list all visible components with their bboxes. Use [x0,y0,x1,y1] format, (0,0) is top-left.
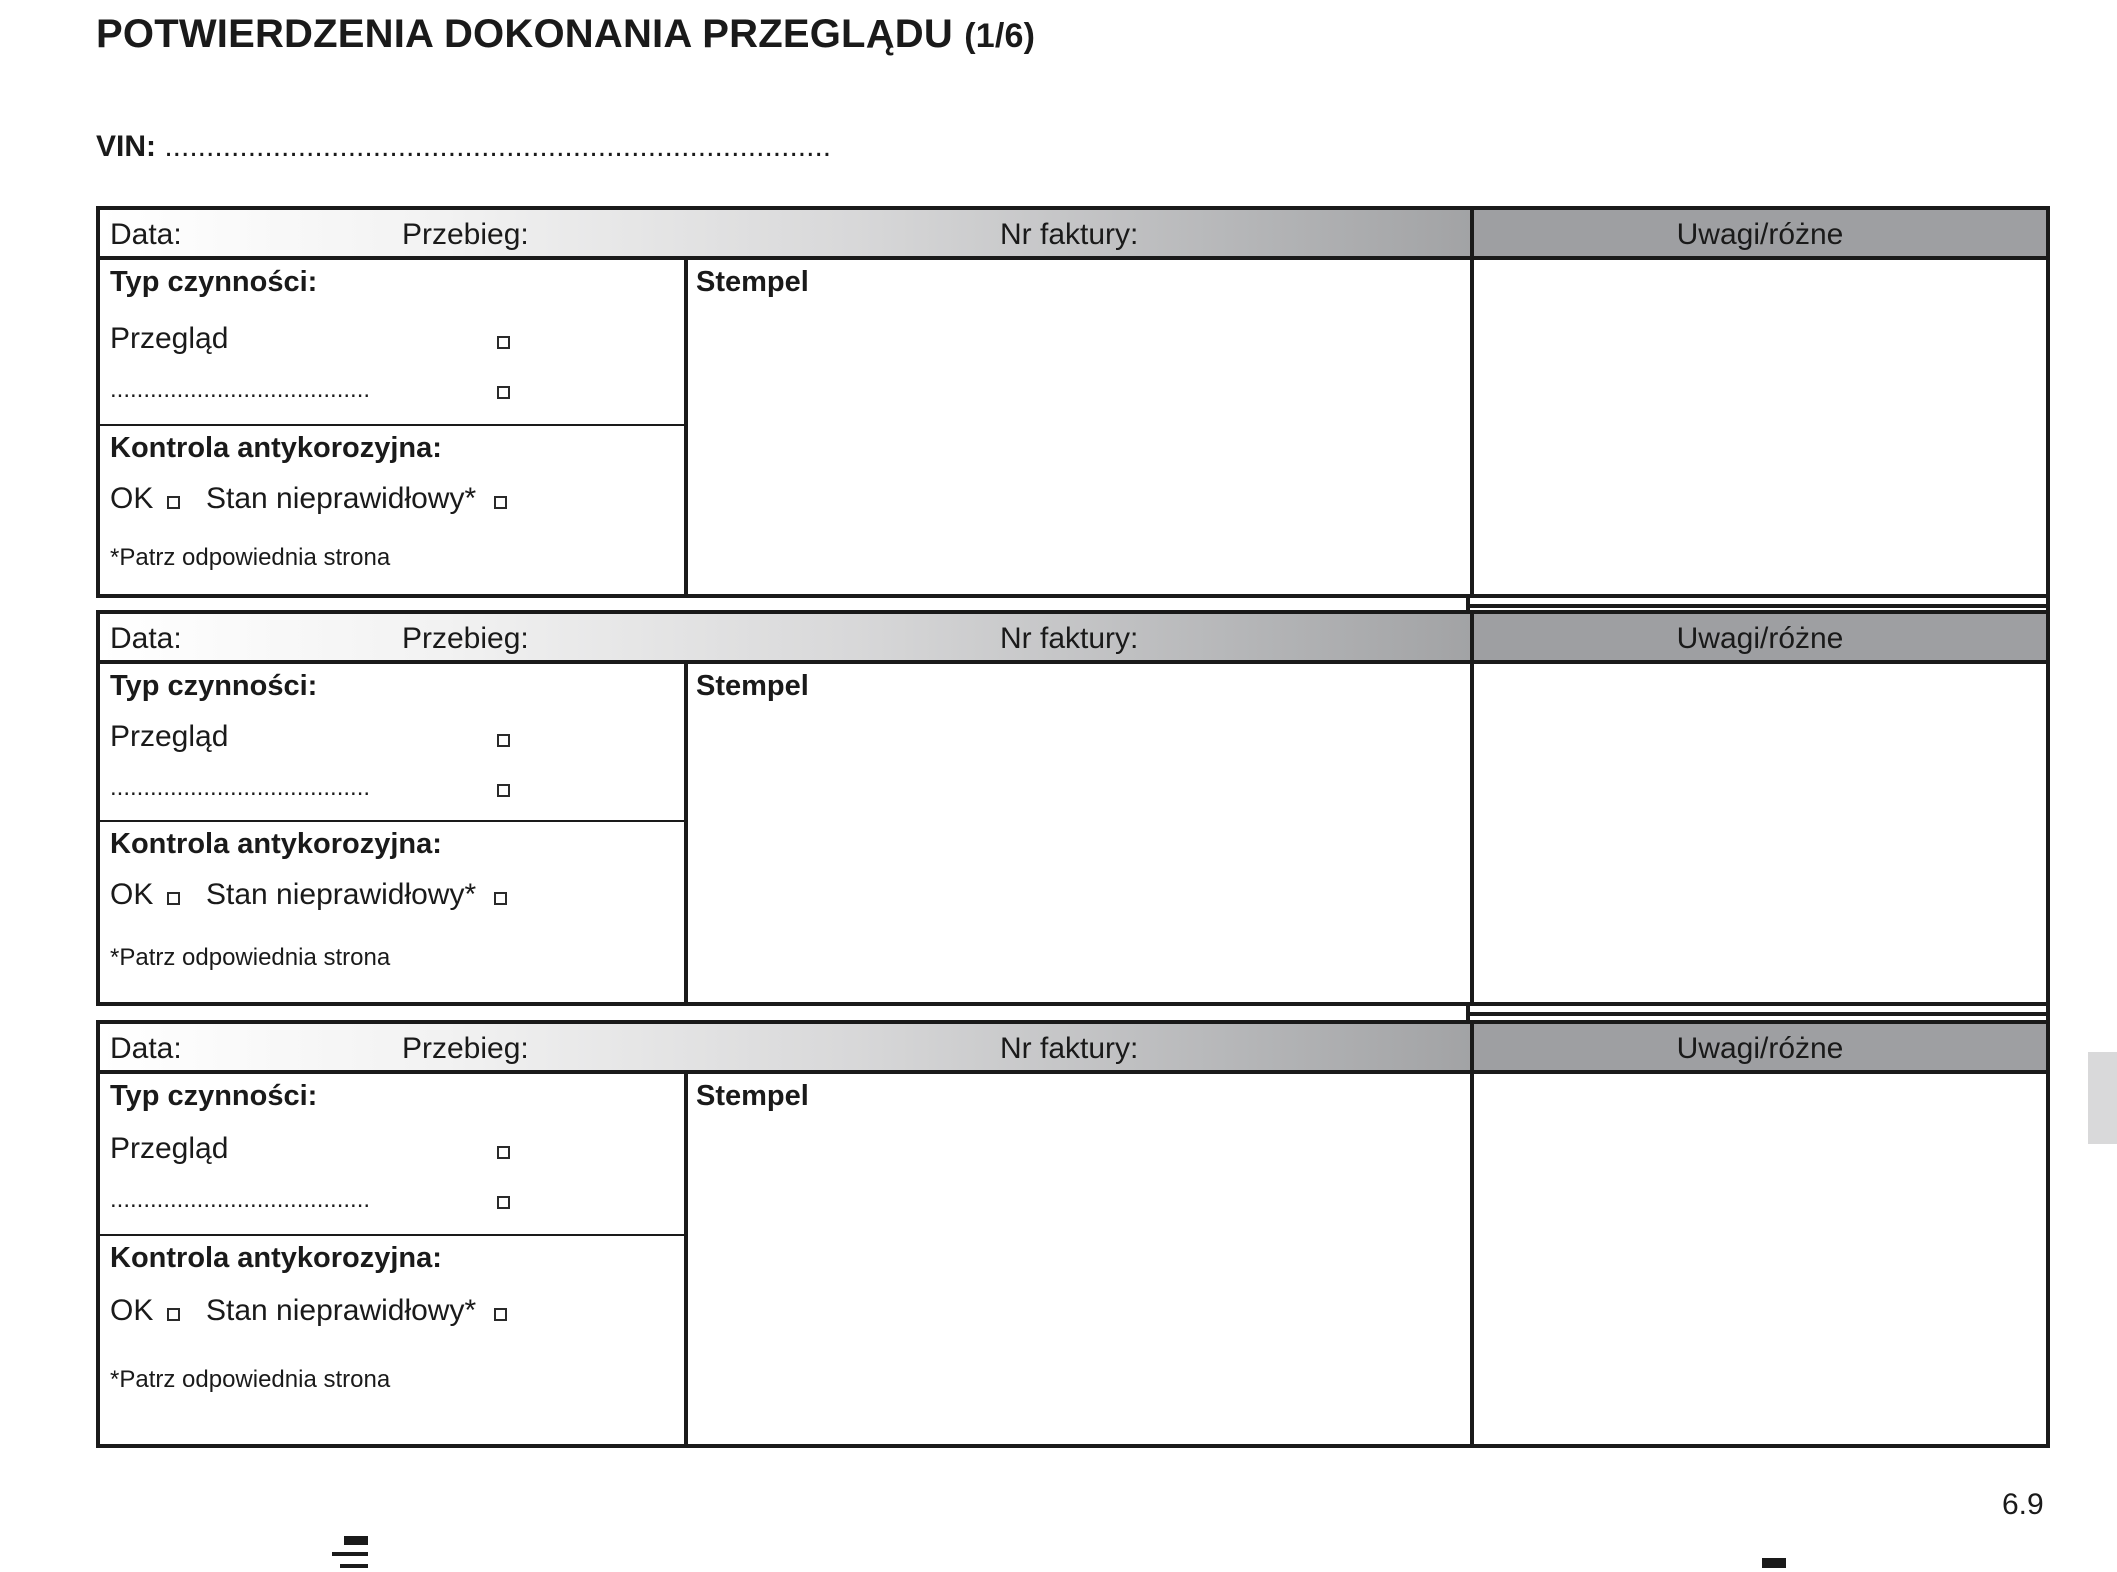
title-suffix: (1/6) [964,17,1036,55]
service-checkbox[interactable] [497,336,510,349]
mileage-label[interactable]: Przebieg: [402,218,529,251]
footnote: *Patrz odpowiednia strona [110,1366,391,1393]
invoice-label[interactable]: Nr faktury: [1000,622,1139,655]
service-checkbox[interactable] [497,734,510,747]
other-operation-field[interactable]: ....................................... [110,1186,371,1213]
stamp-label: Stempel [696,266,809,298]
faulty-label: Stan nieprawidłowy* [206,1294,477,1327]
anticorrosion-label: Kontrola antykorozyjna: [110,1242,442,1274]
notes-area[interactable] [1474,1074,2046,1444]
stamp-area[interactable] [688,664,1470,1002]
ok-label: OK [110,878,154,911]
service-record-1 [96,206,2050,598]
mileage-label[interactable]: Przebieg: [402,1032,529,1065]
ok-checkbox[interactable] [167,496,180,509]
other-operation-checkbox[interactable] [497,1196,510,1209]
date-label[interactable]: Data: [110,1032,182,1065]
section-divider [100,820,684,822]
notes-label: Uwagi/różne [1676,622,1844,655]
other-operation-field[interactable]: ....................................... [110,774,371,801]
date-label[interactable]: Data: [110,218,182,251]
service-label: Przegląd [110,720,229,753]
section-divider [100,1234,684,1236]
stamp-label: Stempel [696,1080,809,1112]
other-operation-checkbox[interactable] [497,386,510,399]
operation-type-label: Typ czynności: [110,670,318,702]
record-header [100,1024,2046,1074]
section-divider [100,424,684,426]
page-title [96,12,1035,57]
footnote: *Patrz odpowiednia strona [110,544,391,571]
vin-line [96,130,831,164]
invoice-label[interactable]: Nr faktury: [1000,218,1139,251]
vin-label: VIN: [96,130,156,163]
stamp-label: Stempel [696,670,809,702]
record-header [100,614,2046,664]
mileage-label[interactable]: Przebieg: [402,622,529,655]
ok-label: OK [110,482,154,515]
faulty-checkbox[interactable] [494,496,507,509]
date-label[interactable]: Data: [110,622,182,655]
other-operation-checkbox[interactable] [497,784,510,797]
anticorrosion-label: Kontrola antykorozyjna: [110,432,442,464]
faulty-label: Stan nieprawidłowy* [206,878,477,911]
crop-mark-right [1762,1558,1786,1568]
service-label: Przegląd [110,322,229,355]
vin-field[interactable]: ................................................................................ [164,130,832,163]
anticorrosion-label: Kontrola antykorozyjna: [110,828,442,860]
stamp-area[interactable] [688,1074,1470,1444]
service-records-table [96,206,2050,1448]
faulty-checkbox[interactable] [494,1308,507,1321]
footnote: *Patrz odpowiednia strona [110,944,391,971]
notes-label: Uwagi/różne [1676,218,1844,251]
operation-type-label: Typ czynności: [110,266,318,298]
ok-checkbox[interactable] [167,892,180,905]
stamp-area[interactable] [688,260,1470,594]
service-label: Przegląd [110,1132,229,1165]
ok-checkbox[interactable] [167,1308,180,1321]
other-operation-field[interactable]: ....................................... [110,376,371,403]
service-record-2 [96,610,2050,1006]
page-number: 6.9 [2002,1488,2044,1521]
ok-label: OK [110,1294,154,1327]
service-record-3 [96,1020,2050,1448]
faulty-label: Stan nieprawidłowy* [206,482,477,515]
chapter-tab [2088,1052,2117,1144]
title-text: POTWIERDZENIA DOKONANIA PRZEGLĄDU [96,12,953,56]
notes-label: Uwagi/różne [1676,1032,1844,1065]
operation-type-label: Typ czynności: [110,1080,318,1112]
notes-area[interactable] [1474,664,2046,1002]
record-header [100,210,2046,260]
service-checkbox[interactable] [497,1146,510,1159]
faulty-checkbox[interactable] [494,892,507,905]
notes-area[interactable] [1474,260,2046,594]
invoice-label[interactable]: Nr faktury: [1000,1032,1139,1065]
